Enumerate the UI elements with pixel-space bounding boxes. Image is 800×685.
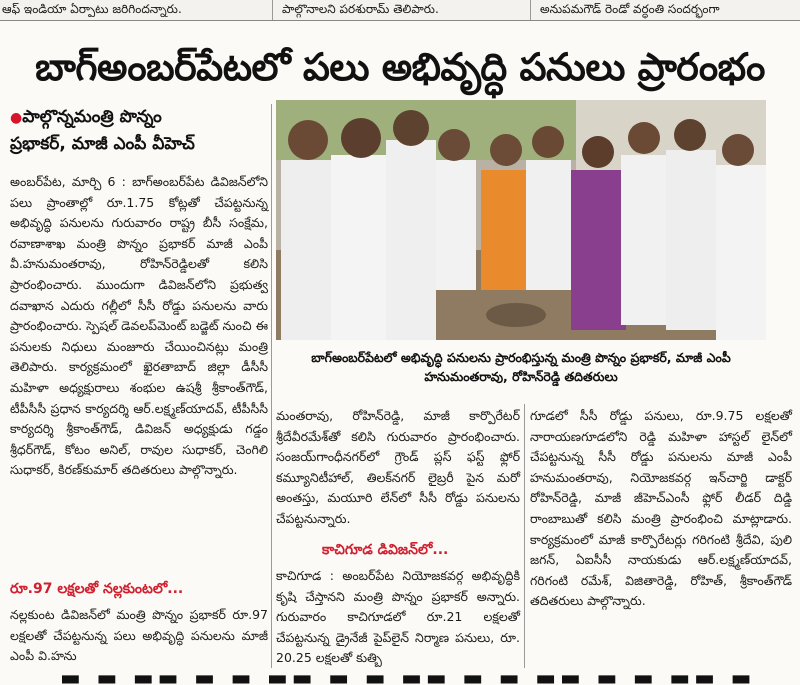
subtitle-kachiguda: కాచిగూడ డివిజన్‌లో...: [322, 542, 449, 558]
top-snippet-1: ఆఫ్ ఇండియా ఏర్పాటు జరిగిందన్నారు.: [2, 2, 182, 16]
article-text-1-tail: నల్లకుంట డివిజన్‌లో మంత్రి పొన్నం ప్రభాకర్ రూ.97 లక్షలతో చేపట్టనున్న పలు అభివృద్ధి పనులను మాజీ ఎంపీ వి.హను: [10, 607, 268, 664]
subhead-line-1: [10, 104, 268, 131]
photo-illustration: [276, 100, 766, 340]
headline: బాగ్అంబర్‌పేటలో పలు అభివృద్ధి పనులు ప్రారంభం: [35, 45, 765, 89]
article-column-2: [276, 406, 520, 530]
subhead-line-2: ప్రభాకర్, మాజీ ఎంపీ వీహెచ్: [10, 134, 195, 154]
article-column-3: [530, 406, 792, 612]
article-column-1: [10, 172, 268, 481]
next-headline-strip: [0, 672, 800, 685]
top-snippet-3: అనుపమగౌడ్ రెండో వర్ధంతి సందర్భంగా: [540, 2, 720, 16]
article-text-2-tail: కాచిగూడ : అంబర్‌పేట నియోజకవర్గ అభివృద్ధికి కృషి చేస్తానని మంత్రి పొన్నం ప్రభాకర్ అన్నారు. గురువారం కాచిగూడలో రూ.21 లక్షలతో చేపట్టనున్న డ్రైనేజీ పైప్‌లైన్ నిర్మాణ పనులు, రూ. 20.25 లక్షలతో కుత్బి: [276, 568, 520, 666]
photo-caption: బాగ్అంబర్‌పేటలో అభివృద్ధి పనులను ప్రారంభిస్తున్న మంత్రి పొన్నం ప్రభాకర్, మాజీ ఎంపీ హనుమంతరావు, రోహిన్‌రెడ్డి తదితరులు: [311, 350, 731, 384]
top-divider: [272, 0, 273, 20]
subtitle-nallakunta: రూ.97 లక్షలతో నల్లకుంటలో...: [10, 581, 184, 597]
article-text-1: అంబర్‌పేట, మార్చి 6 : బాగ్అంబర్‌పేట డివిజన్‌లోని పలు ప్రాంతాల్లో రూ.1.75 కోట్లతో చేపట్టనున్న అభివృద్ధి పనులను గురువారం రాష్ట్ర బీసీ సంక్షేమ, రవాణాశాఖ మంత్రి పొన్నం ప్రభాకర్ మాజీ ఎంపీ వీ.హనుమంతరావు, రోహిన్‌రెడ్డిలతో కలిసి ప్రారంభించారు. ముందుగా డివిజన్‌లోని ప్రభుత్వ దవాఖాన ఎదురు గల్లీలో సీసీ రోడ్డు పనులను వారు ప్రారంభించారు. స్పెషల్ డెవలప్‌మెంట్ బడ్జెట్ నుంచి ఈ పనులకు నిధులు మంజూరు చేయించినట్లు మంత్రి తెలిపారు. కార్యక్రమంలో ఖైరతాబాద్ జిల్లా డీసీసీ మహిళా అధ్యక్షురాలు శంభుల ఉషశ్రీ శ్రీకాంత్‌గౌడ్, టీపీసీసీ ప్రధాన కార్యదర్శి ఆర్.లక్ష్మణ్‌యాదవ్, టీపీసీసీ కార్యదర్శి శ్రీకాంత్‌గౌడ్, డివిజన్ అధ్యక్షుడు గడ్డం శ్రీధర్‌గౌడ్, కోటం అనిల్, రావుల సుధాకర్, చెంగిలి సుధాకర్, కిరణ్‌కుమార్ తదితరులు పాల్గొన్నారు.: [10, 174, 268, 478]
article-column-1-tail: [10, 605, 268, 667]
subhead: [10, 104, 268, 157]
column-divider: [524, 404, 525, 668]
article-text-3: గూడలో సీసీ రోడ్డు పనులు, రూ.9.75 లక్షలతో నారాయణగూడలోని రెడ్డి మహిళా హాస్టల్ లైన్‌లో చేపట్టనున్న సీసీ రోడ్డు పనులను మాజీ ఎంపీ హనుమంతరావు, నియోజకవర్గ ఇన్‌చార్జి డాక్టర్ రోహిన్‌రెడ్డి, మాజీ జీహెచ్‌ఎంసీ ఫ్లోర్ లీడర్ దిడ్డి రాంబాబుతో కలిసి మంత్రి ప్రారంభించి మాట్లాడారు. కార్యక్రమంలో మాజీ కార్పొరేటర్లు గరిగంటి శ్రీదేవి, పులి జగన్, ఏఐసీసీ నాయకుడు ఆర్.లక్ష్మణ్‌యాదవ్, గరిగంటి రమేశ్, విజితారెడ్డి, రోహిత్, శ్రీకాంత్‌గౌడ్ తదితరులు పాల్గొన్నారు.: [530, 408, 792, 609]
top-strip: [0, 0, 800, 21]
event-photo: [276, 100, 766, 340]
subhead-text-1: పాల్గొన్నమంత్రి పొన్నం: [22, 107, 162, 127]
cut-off-text: ▬ ▬ ▬▬ ▬ ▬ ▬▬ ▬ ▬ ▬▬ ▬ ▬ ▬▬ ▬ ▬ ▬▬ ▬: [60, 672, 756, 685]
bullet-icon: ●: [10, 110, 23, 126]
top-divider: [530, 0, 531, 20]
article-column-2-tail: [276, 566, 520, 669]
article-text-2: మంతరావు, రోహిన్‌రెడ్డి, మాజీ కార్పొరేటర్ శ్రీదేవీరమేశ్‌తో కలిసి గురువారం ప్రారంభించారు. సంజయ్‌గాంధీనగర్‌లో గ్రౌండ్ ప్లస్ ఫస్ట్ ఫ్లోర్ కమ్యూనిటీహాల్, తిలక్‌నగర్ లైబ్రరీ పైన మరో అంతస్తు, మయూరి లేన్‌లో సీసీ రోడ్డు పనులను చేపట్టనున్నారు.: [276, 408, 520, 526]
top-snippet-2: పాల్గొనాలని పరశురామ్ తెలిపారు.: [282, 2, 439, 16]
column-divider: [271, 104, 272, 668]
